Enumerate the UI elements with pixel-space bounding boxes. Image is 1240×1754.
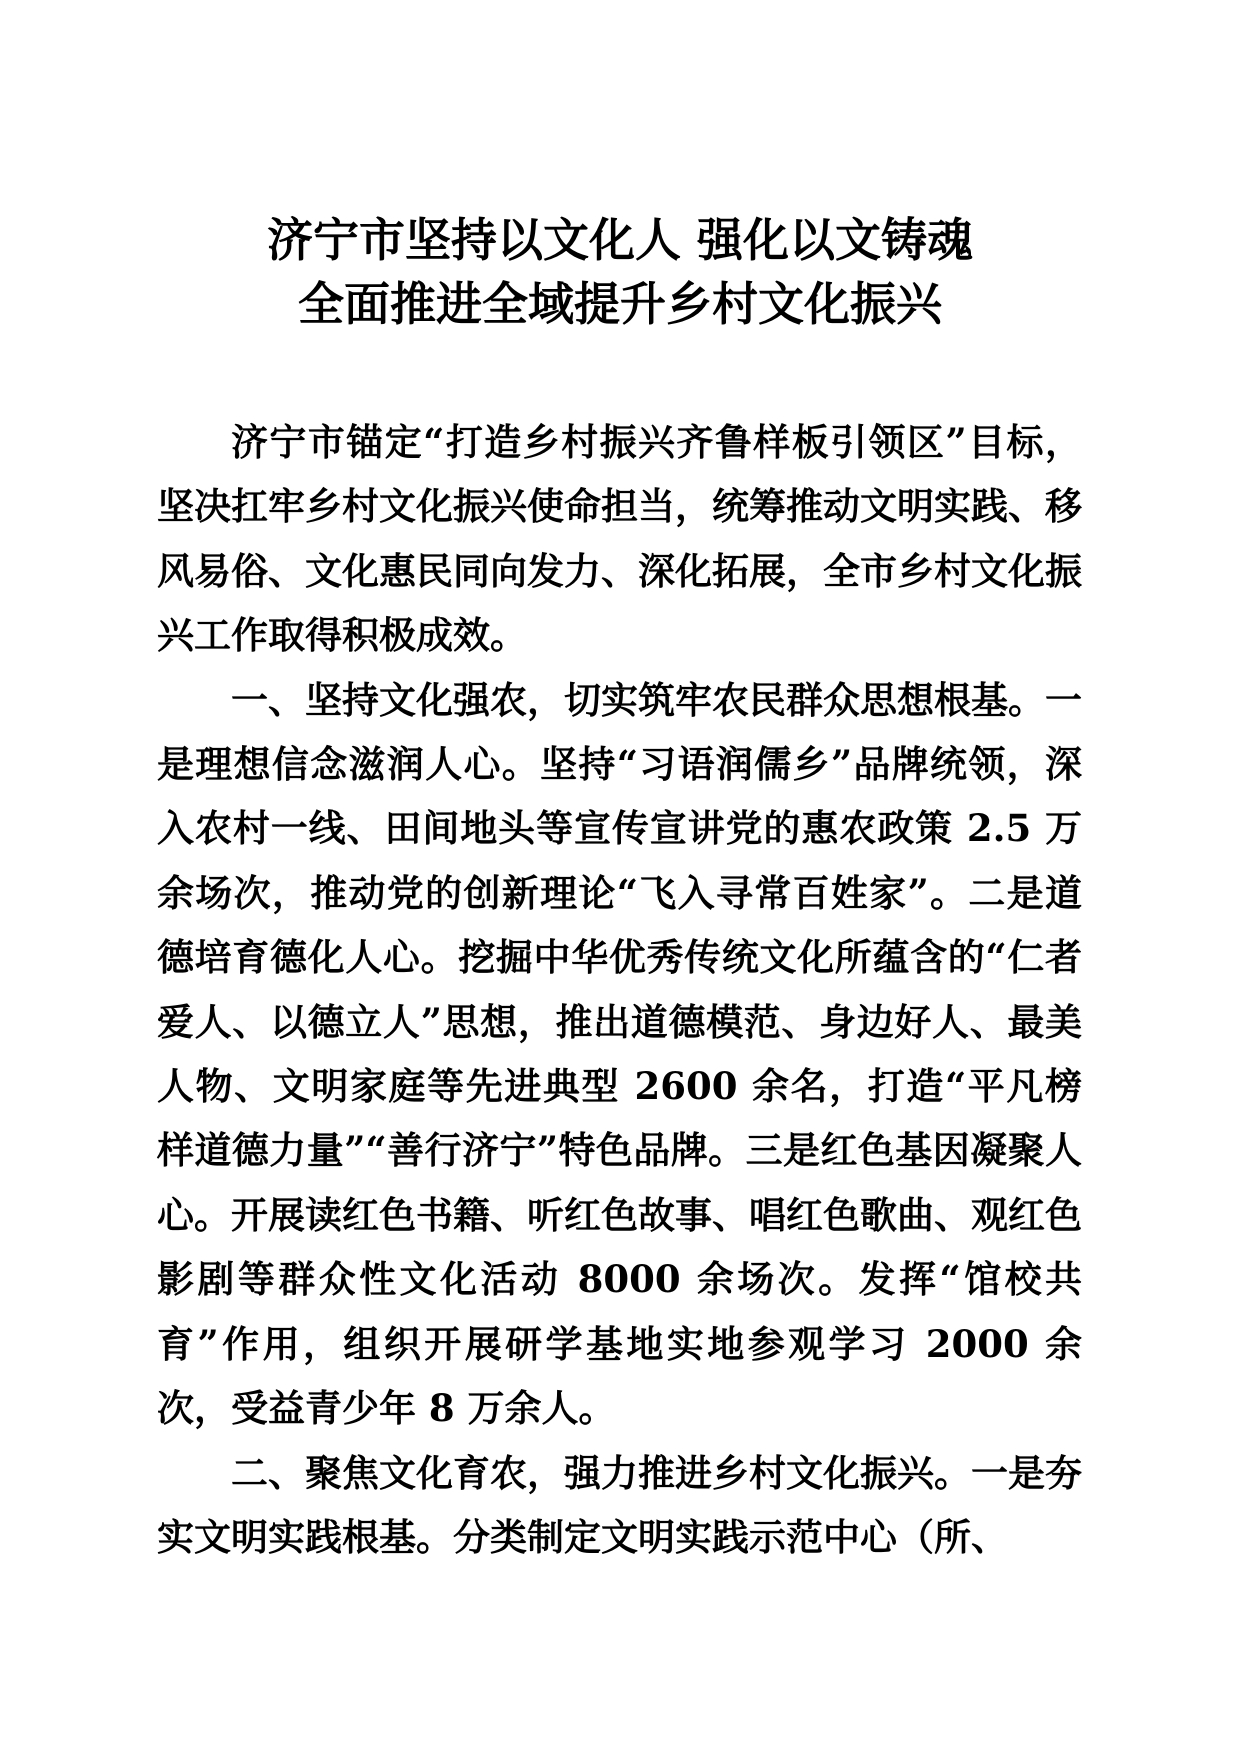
document-title	[150, 208, 1090, 336]
paragraph-intro: 济宁市锚定“打造乡村振兴齐鲁样板引领区”目标，坚决扛牢乡村文化振兴使命担当，统筹推动文明实践、移风易俗、文化惠民同向发力、深化拓展，全市乡村文化振兴工作取得积极成效。	[157, 420, 1082, 658]
paragraph-section-1: 一、坚持文化强农，切实筑牢农民群众思想根基。一是理想信念滋润人心。坚持“习语润儒乡”品牌统领，深入农村一线、田间地头等宣传宣讲党的惠农政策 2.5 万余场次，推动党的创新理论“飞入寻常百姓家”。二是道德培育德化人心。挖掘中华优秀传统文化所蕴含的“仁者爱人、以德立人”思想，推出道德模范、身边好人、最美人物、文明家庭等先进典型 2600 余名，打造“平凡榜样道德力量”“善行济宁”特色品牌。三是红色基因凝聚人心。开展读红色书籍、听红色故事、唱红色歌曲、观红色影剧等群众性文化活动 8000 余场次。发挥“馆校共育”作用，组织开展研学基地实地参观学习 2000 余次，受益青少年 8 万余人。	[157, 677, 1082, 1431]
paragraph-section-2: 二、聚焦文化育农，强力推进乡村文化振兴。一是夯实文明实践根基。分类制定文明实践示范中心（所、	[157, 1450, 1082, 1559]
title-line-2: 全面推进全域提升乡村文化振兴	[298, 277, 942, 331]
title-line-1: 济宁市坚持以文化人 强化以文铸魂	[266, 213, 973, 267]
document-body	[157, 410, 1082, 1569]
